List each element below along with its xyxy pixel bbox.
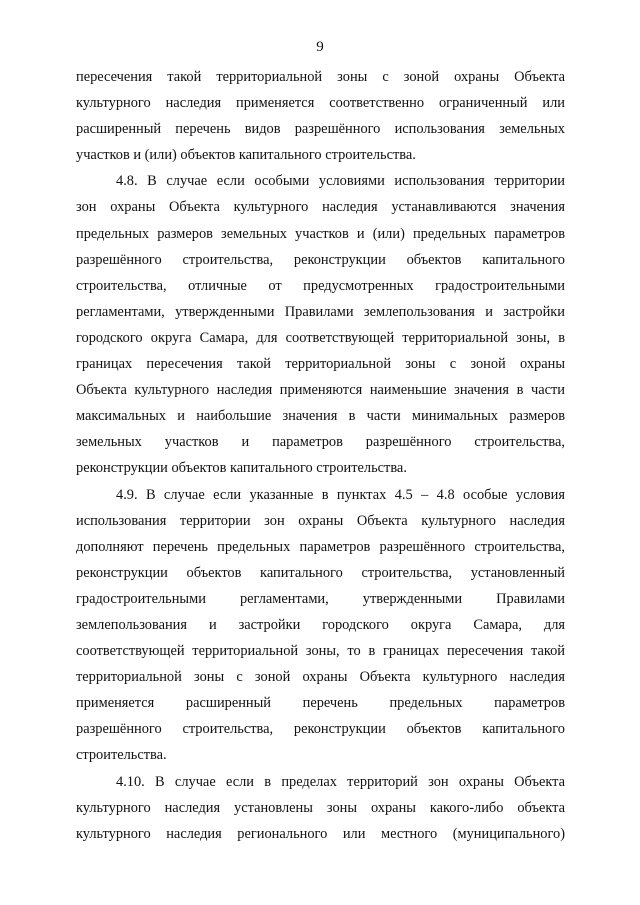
document-body xyxy=(76,64,565,847)
text-line: максимальных и наибольшие значения в части минимальных размеров xyxy=(76,408,565,425)
text-line: расширенный перечень видов разрешённого использования земельных xyxy=(76,121,565,138)
text-line: 4.8. В случае если особыми условиями использования территории xyxy=(116,173,565,190)
text-line: регламентами, утвержденными Правилами землепользования и застройки xyxy=(76,303,565,320)
text-line: дополняют перечень предельных параметров разрешённого строительства, xyxy=(76,538,565,555)
text-line: культурного наследия применяется соответственно ограниченный или xyxy=(76,95,565,112)
text-line: зон охраны Объекта культурного наследия устанавливаются значения xyxy=(76,199,565,216)
text-line: культурного наследия установлены зоны охраны какого-либо объекта xyxy=(76,799,565,816)
text-line: участков и (или) объектов капитального строительства. xyxy=(76,147,416,164)
text-line: Объекта культурного наследия применяются наименьшие значения в части xyxy=(76,382,565,399)
text-line: использования территории зон охраны Объекта культурного наследия xyxy=(76,512,565,529)
text-line: разрешённого строительства, реконструкции объектов капитального xyxy=(76,251,565,268)
text-line: 4.10. В случае если в пределах территорий зон охраны Объекта xyxy=(116,773,565,790)
text-line: реконструкции объектов капитального строительства, установленный xyxy=(76,564,565,581)
text-line: территориальной зоны с зоной охраны Объекта культурного наследия xyxy=(76,669,565,686)
page-number: 9 xyxy=(316,39,324,55)
text-line: строительства, отличные от предусмотренных градостроительными xyxy=(76,277,565,294)
text-line: культурного наследия регионального или местного (муниципального) xyxy=(76,825,565,842)
text-line: пересечения такой территориальной зоны с зоной охраны Объекта xyxy=(76,69,565,85)
text-line: реконструкции объектов капитального строительства. xyxy=(76,460,407,477)
text-line: землепользования и застройки городского округа Самара, для xyxy=(76,616,565,633)
text-line: границах пересечения такой территориальной зоны с зоной охраны xyxy=(76,356,565,373)
text-line: предельных размеров земельных участков и (или) предельных параметров xyxy=(76,225,565,242)
text-line: 4.9. В случае если указанные в пунктах 4.5 – 4.8 особые условия xyxy=(116,486,565,503)
text-line: применяется расширенный перечень предельных параметров xyxy=(76,695,565,712)
text-line: разрешённого строительства, реконструкции объектов капитального xyxy=(76,721,565,738)
text-line: городского округа Самара, для соответствующей территориальной зоны, в xyxy=(76,329,565,346)
text-line: строительства. xyxy=(76,747,167,764)
text-line: градостроительными регламентами, утвержденными Правилами xyxy=(76,590,565,607)
text-line: соответствующей территориальной зоны, то в границах пересечения такой xyxy=(76,643,565,660)
text-line: земельных участков и параметров разрешённого строительства, xyxy=(76,434,565,451)
